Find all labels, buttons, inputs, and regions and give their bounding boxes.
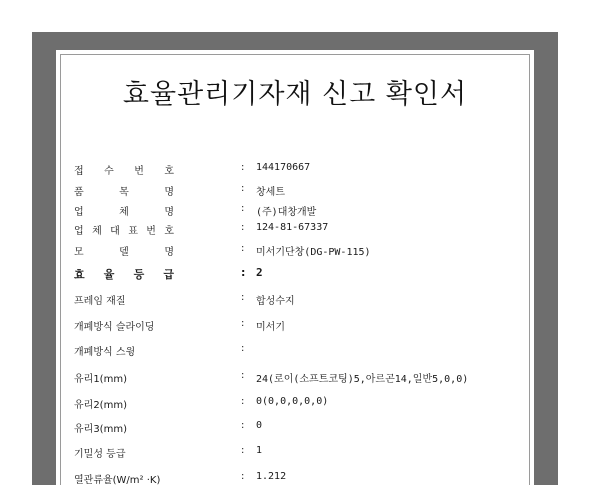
document-title: 효율관리기자재 신고 확인서 [122, 79, 468, 110]
field-label: 개폐방식 슬라이딩 [74, 322, 155, 333]
field-label [74, 203, 174, 218]
field-value: 1 [256, 445, 263, 456]
field-label [74, 222, 174, 237]
field-label-char: 효 [74, 268, 85, 281]
field-label-char: 번 [134, 166, 144, 177]
field-label-char: 표 [128, 226, 138, 237]
field-label [74, 183, 174, 198]
field-value: 24(로이(소프트코팅)5,아르곤14,일반5,0,0) [256, 374, 469, 385]
field-opening-swing [74, 343, 514, 359]
field-model-name [74, 243, 514, 259]
field-label-char: 명 [164, 207, 174, 218]
field-label-char: 체 [119, 207, 129, 218]
field-colon: : [241, 318, 245, 329]
field-colon: : [241, 266, 246, 279]
field-label: 유리1(mm) [74, 374, 127, 385]
field-colon: : [241, 471, 245, 482]
field-label-char: 등 [133, 268, 145, 281]
field-colon: : [241, 420, 245, 431]
field-colon: : [241, 183, 245, 194]
field-value: 1.212 [256, 471, 287, 482]
field-label: 기밀성 등급 [74, 449, 126, 460]
field-colon: : [241, 292, 245, 303]
field-label: 개폐방식 스윙 [74, 347, 136, 358]
field-value: 미서기단창(DG-PW-115) [256, 247, 371, 258]
field-glass-2 [74, 396, 514, 412]
field-label-char: 품 [74, 187, 84, 198]
field-colon: : [241, 203, 245, 214]
field-label [74, 243, 174, 258]
field-colon: : [241, 343, 245, 354]
field-frame-material [74, 292, 514, 308]
field-label-char: 명 [164, 187, 174, 198]
field-value: 0 [256, 420, 263, 431]
field-label-char: 델 [119, 247, 129, 258]
field-label-char: 수 [104, 166, 114, 177]
field-label-char: 호 [164, 226, 174, 237]
field-opening-sliding [74, 318, 514, 334]
field-label: 유리2(mm) [74, 400, 127, 411]
field-colon: : [241, 222, 245, 233]
field-label-char: 호 [164, 166, 174, 177]
field-value: 124-81-67337 [256, 222, 329, 233]
field-value: 2 [256, 266, 263, 279]
field-label-char: 율 [103, 268, 115, 281]
field-label-char: 번 [146, 226, 156, 237]
field-value: 미서기 [256, 322, 285, 333]
field-company-name [74, 203, 514, 219]
field-label-char: 급 [163, 268, 174, 281]
field-label-char: 모 [74, 247, 84, 258]
field-label [74, 162, 174, 177]
field-value: 0(0,0,0,0,0) [256, 396, 329, 407]
field-glass-3 [74, 420, 514, 436]
certificate-frame [32, 32, 558, 485]
certificate-paper [56, 50, 534, 485]
field-colon: : [241, 370, 245, 381]
field-glass-1 [74, 370, 514, 386]
field-label-char: 업 [74, 207, 84, 218]
field-label: 프레임 재질 [74, 296, 126, 307]
field-label [74, 266, 174, 282]
field-value: (주)대창개발 [256, 207, 317, 218]
field-receipt-number [74, 162, 514, 178]
field-label-char: 업 [74, 226, 84, 237]
field-airtightness-grade [74, 445, 514, 461]
field-colon: : [241, 243, 245, 254]
field-colon: : [241, 162, 245, 173]
field-colon: : [241, 445, 245, 456]
field-product-item [74, 183, 514, 199]
field-label: 유리3(mm) [74, 424, 127, 435]
field-label-char: 목 [119, 187, 129, 198]
field-label-char: 대 [110, 226, 120, 237]
field-label-char: 체 [92, 226, 102, 237]
field-label: 열관류율(W/m² ·K) [74, 475, 161, 486]
field-value: 합성수지 [256, 296, 295, 307]
field-colon: : [241, 396, 245, 407]
field-label-char: 명 [164, 247, 174, 258]
field-value: 창세트 [256, 187, 285, 198]
field-company-rep-number [74, 222, 514, 238]
field-value: 144170667 [256, 162, 311, 173]
field-label-char: 접 [74, 166, 84, 177]
field-efficiency-grade [74, 266, 514, 282]
